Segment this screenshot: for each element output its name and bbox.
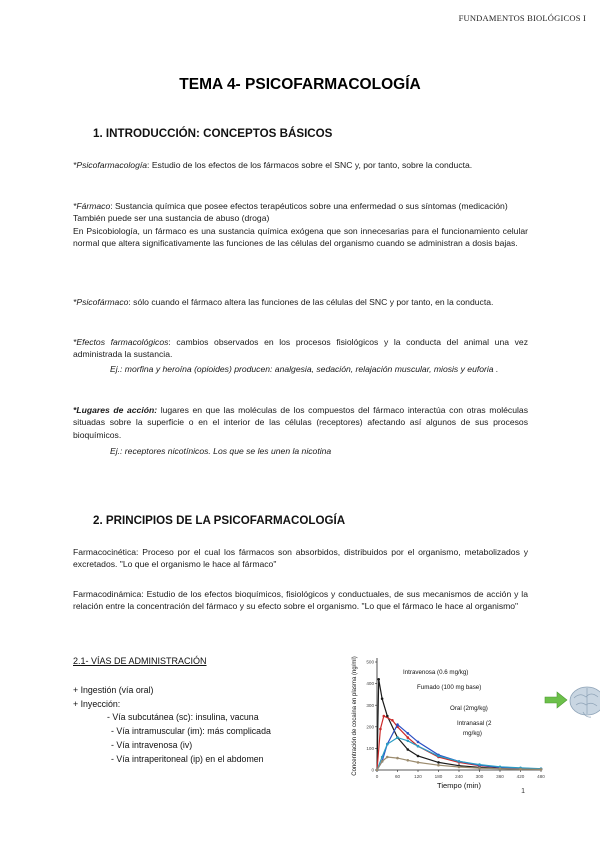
y-tick-label: 200 [366, 724, 374, 730]
def-lugares [73, 404, 528, 441]
data-point [437, 755, 440, 758]
def-farmaco [73, 200, 528, 250]
x-tick-label: 300 [475, 774, 484, 779]
section1-heading: 1. INTRODUCCIÓN: CONCEPTOS BÁSICOS [93, 127, 333, 140]
series-annotation: Oral (2mg/kg) [450, 705, 488, 712]
data-point [391, 719, 394, 722]
data-point [396, 757, 399, 760]
y-tick-label: 0 [371, 767, 374, 773]
data-point [396, 736, 399, 739]
route-sc: - Vía subcutánea (sc): insulina, vacuna [107, 712, 259, 722]
data-point [499, 767, 502, 770]
term-psicofarmaco: *Psicofármaco [73, 297, 129, 307]
page-number: 1 [521, 788, 525, 795]
data-point [417, 761, 420, 764]
x-tick-label: 240 [455, 774, 463, 779]
def-farmacocinetica: Farmacocinética: Proceso por el cual los fármacos son absorbidos, distribuidos por el organismo, metabolizados y excretados. "Lo que el organismo le hace al fármaco" [73, 547, 528, 570]
text-psicofarmacologia: : Estudio de los efectos de los fármacos sobre el SNC y, por tanto, sobre la conducta. [147, 160, 473, 170]
data-point [383, 715, 386, 718]
section2-heading: 2. PRINCIPIOS DE LA PSICOFARMACOLOGÍA [93, 514, 346, 527]
route-iv: - Vía intravenosa (iv) [111, 740, 193, 750]
text-farmaco-line2: También puede ser una sustancia de abuso (droga) [73, 213, 270, 224]
route-im: - Vía intramuscular (im): más complicada [111, 726, 271, 736]
green-arrow-icon [545, 692, 567, 708]
data-point [407, 748, 410, 751]
series-annotation: Intranasal (2 [457, 720, 492, 727]
data-point [417, 741, 420, 744]
def-efectos [73, 336, 528, 361]
series-annotation: mg/kg) [463, 730, 482, 737]
def-psicofarmaco [73, 296, 528, 308]
data-point [540, 768, 543, 771]
page-title: TEMA 4- PSICOFARMACOLOGÍA [179, 76, 421, 93]
term-farmaco: *Fármaco [73, 201, 111, 211]
data-point [417, 755, 420, 758]
route-ingestion: + Ingestión (vía oral) [73, 685, 154, 695]
y-tick-label: 300 [366, 702, 374, 708]
data-point [407, 732, 410, 735]
data-point [437, 761, 440, 764]
x-axis-label: Tiempo (min) [437, 781, 481, 790]
series-annotation: Intravenosa (0.6 mg/kg) [403, 669, 469, 676]
data-point [478, 767, 481, 770]
data-point [458, 760, 461, 763]
data-point [478, 763, 481, 766]
text-farmaco-line3: En Psicobiología, un fármaco es una sustancia química exógena que son innecesarias para el funcionamiento celular normal que altera significativamente las funciones de las células del organismo cuando se administran a dosis bajas. [73, 225, 528, 249]
data-point [519, 768, 522, 771]
data-point [437, 764, 440, 767]
data-point [381, 756, 384, 759]
x-tick-label: 360 [496, 774, 504, 779]
x-tick-label: 180 [434, 774, 443, 779]
text-lugares: lugares en que las moléculas de los compuestos del fármaco interactúa con otras moléculas situadas sobre la superficie o en el interior de las células (receptores) afectando así algunos de sus procesos bioquímicos. [73, 405, 528, 440]
term-efectos: *Efectos farmacológicos [73, 337, 169, 347]
x-tick-label: 0 [375, 774, 379, 779]
route-ip: - Vía intraperitoneal (ip) en el abdomen [111, 754, 264, 764]
y-tick-label: 500 [366, 659, 374, 665]
data-point [376, 769, 379, 772]
def-farmacodinamica: Farmacodinámica: Estudio de los efectos bioquímicos, fisiológicos y conductuales, de sus mecanismos de acción y la relación entre la concentración del fármaco y su efecto sobre el organismo. "Lo que el fármaco le hace al organismo" [73, 589, 528, 612]
running-header: FUNDAMENTOS BIOLÓGICOS I [458, 13, 586, 23]
data-point [381, 760, 384, 763]
route-injection: + Inyección: [73, 699, 121, 709]
data-point [407, 740, 410, 743]
data-point [377, 678, 380, 681]
data-point [379, 728, 382, 731]
y-tick-label: 400 [366, 681, 374, 687]
subsection-heading: 2.1- VÍAS DE ADMINISTRACIÓN [73, 656, 207, 666]
data-point [396, 723, 399, 726]
x-tick-label: 480 [537, 774, 545, 779]
series-annotation: Fumado (100 mg base) [417, 684, 482, 691]
text-psicofarmaco: : sólo cuando el fármaco altera las funciones de las células del SNC y por tanto, en la conducta. [128, 297, 494, 307]
term-psicofarmacologia: *Psicofarmacología [73, 160, 148, 170]
x-tick-label: 120 [414, 774, 422, 779]
y-tick-label: 100 [366, 746, 374, 751]
data-point [407, 759, 410, 762]
y-axis-label: Concentración de cocaína en plasma (ng/ml) [352, 656, 358, 776]
text-efectos: : cambios observados en los procesos fisiológicos y la conducta del animal una vez administrada la sustancia. [73, 337, 529, 360]
x-tick-label: 420 [516, 774, 525, 779]
x-tick-label: 60 [394, 774, 401, 779]
data-point [417, 745, 420, 748]
text-farmaco: : Sustancia química que posee efectos terapéuticos sobre una enfermedad o sus síntomas (medicación) [110, 201, 508, 211]
term-lugares: *Lugares de acción: [73, 405, 158, 415]
data-point [386, 743, 389, 746]
brain-icon [570, 687, 600, 717]
data-point [381, 697, 384, 700]
data-point [386, 756, 389, 759]
example-efectos: Ej.: morfina y heroína (opioides) producen: analgesia, sedación, relajación muscular, miosis y euforia . [110, 364, 499, 374]
data-point [407, 736, 410, 739]
plasma-concentration-chart [345, 652, 600, 790]
example-lugares: Ej.: receptores nicotínicos. Los que se les unen la nicotina [110, 446, 332, 456]
def-psicofarmacologia [73, 159, 528, 171]
data-point [458, 766, 461, 769]
